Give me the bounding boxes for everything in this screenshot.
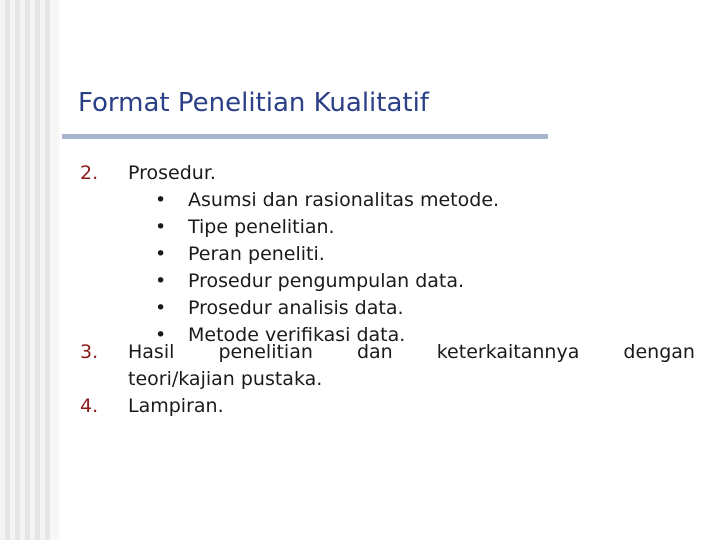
subitem-tipe: Tipe penelitian. [188,216,335,238]
item-text-lampiran: Lampiran. [128,395,224,417]
subitem-analisis: Prosedur analisis data. [188,297,404,319]
title-underline [62,134,548,139]
subitem-peran: Peran peneliti. [188,243,325,265]
bullet-icon: • [155,243,167,265]
subitem-asumsi: Asumsi dan rasionalitas metode. [188,189,500,211]
word: dengan [623,341,695,363]
decorative-side-stripes [0,0,62,540]
item-number-4: 4. [80,395,99,417]
item-number-2: 2. [80,162,99,184]
word: penelitian [218,341,313,363]
item-text-hasil-line2: teori/kajian pustaka. [128,368,323,390]
word: Hasil [128,341,175,363]
bullet-icon: • [155,324,167,346]
bullet-icon: • [155,297,167,319]
slide-title: Format Penelitian Kualitatif [78,88,429,118]
bullet-icon: • [155,189,167,211]
word: dan [356,341,393,363]
subitem-pengumpulan: Prosedur pengumpulan data. [188,270,465,292]
bullet-icon: • [155,216,167,238]
item-text-hasil-line1 [128,341,695,363]
item-number-3: 3. [80,341,99,363]
bullet-icon: • [155,270,167,292]
subitem-verifikasi: Metode verifikasi data. [188,324,406,346]
word: keterkaitannya [436,341,580,363]
item-text-prosedur: Prosedur. [128,162,216,184]
